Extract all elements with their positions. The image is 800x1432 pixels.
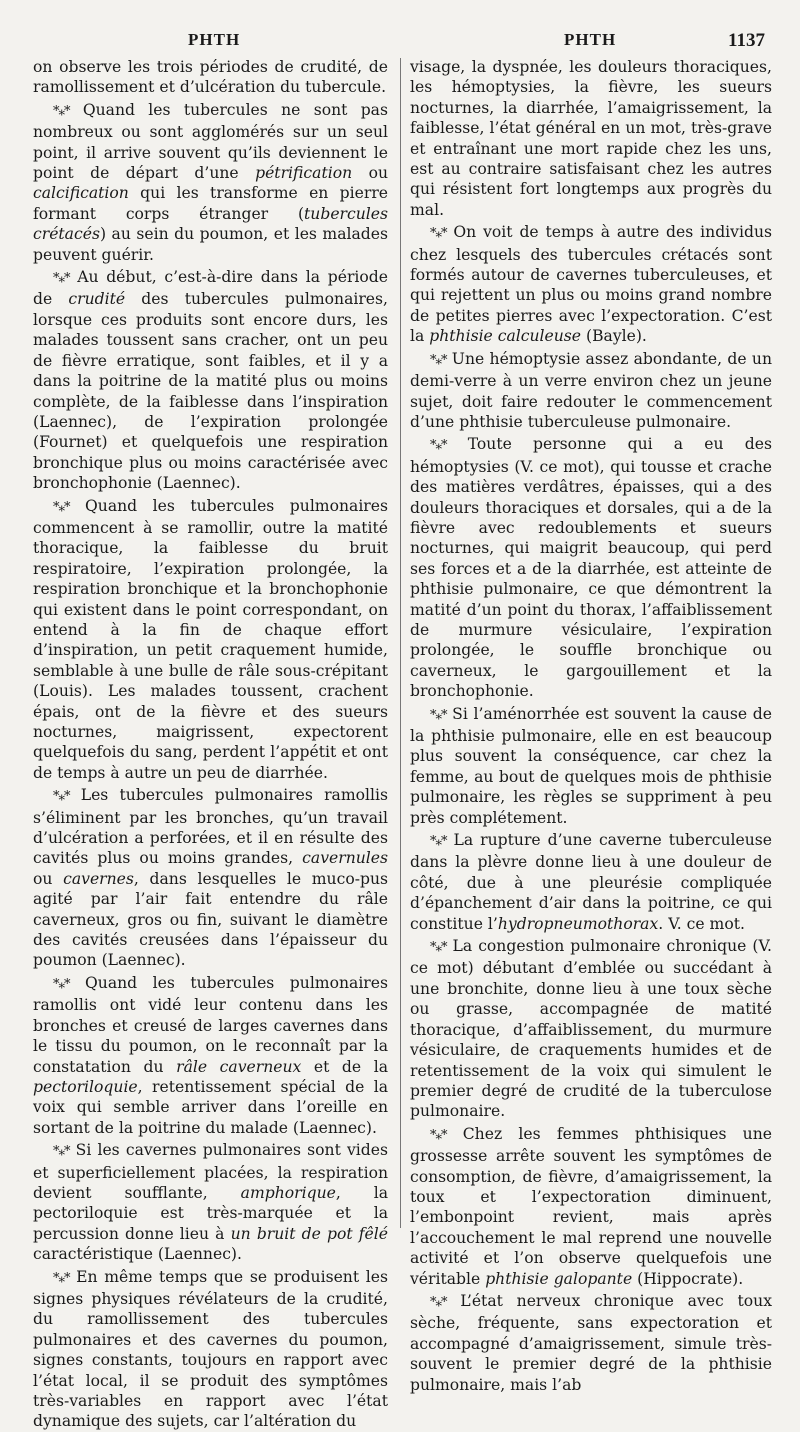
paragraph bbox=[410, 936, 772, 1122]
italic-term: hydropneumothorax bbox=[497, 914, 659, 933]
paragraph bbox=[410, 1124, 772, 1289]
asterism-mark: *⁎* bbox=[53, 271, 70, 287]
paragraph bbox=[33, 1140, 388, 1264]
asterism-mark: *⁎* bbox=[53, 789, 70, 805]
paragraph bbox=[33, 785, 388, 971]
italic-term: râle caverneux bbox=[176, 1057, 302, 1076]
text-run: (Hippocrate). bbox=[632, 1269, 744, 1288]
paragraph bbox=[33, 267, 388, 493]
text-run: et de la bbox=[301, 1057, 388, 1076]
asterism-mark: *⁎* bbox=[53, 976, 70, 992]
paragraph bbox=[33, 496, 388, 784]
asterism-mark: *⁎* bbox=[430, 438, 447, 454]
paragraph bbox=[33, 100, 388, 265]
italic-term: cavernules bbox=[302, 849, 388, 868]
asterism-mark: *⁎* bbox=[53, 1270, 70, 1286]
text-run: des tubercules pulmonaires, lorsque ces produits sont encore durs, les malades toussent sans cracher, ont un peu de fièvre erratique, sont faibles, et il y a dans la poitrine de la matité plus ou moins complète, de la faiblesse dans l’inspiration (Laennec), de l’expiration prolongée (Fournet) et quelquefois une respiration bronchique plus ou moins caractérisée avec bronchophonie (Laennec). bbox=[33, 290, 388, 493]
text-run: qui les transforme en pierre formant corps étranger ( bbox=[33, 184, 388, 223]
text-run: , retentissement spécial de la voix qui semble arriver dans l’oreille en sortant de la poitrine du malade (Laennec). bbox=[33, 1077, 388, 1137]
paragraph bbox=[410, 1291, 772, 1395]
text-run: Les tubercules pulmonaires ramollis s’éliminent par les bronches, qu’un travail d’ulcération a perforées, et il en résulte des cavités plus ou moins grandes, bbox=[33, 786, 388, 868]
text-run: On voit de temps à autre des individus chez lesquels des tubercules crétacés sont formés autour de cavernes tuberculeuses, et qui rejettent un plus ou moins grand nombre de petites pierres avec l’expectoration. C’est la bbox=[410, 223, 772, 346]
asterism-mark: *⁎* bbox=[53, 1144, 70, 1160]
paragraph bbox=[410, 349, 772, 433]
asterism-mark: *⁎* bbox=[430, 940, 447, 956]
text-run: Chez les femmes phthisiques une grossesse arrête souvent les symptômes de consomption, de fièvre, d’amaigrissement, la toux et l’expectoration diminuent, l’embonpoint revient, mais après l’accouchement le mal reprend une nouvelle activité et l’on observe quelquefois une véritable bbox=[410, 1124, 772, 1288]
text-run: Quand les tubercules pulmonaires commencent à se ramollir, outre la matité thoracique, la faiblesse du bruit respiratoire, l’expiration prolongée, la respiration bronchique et la bronchophonie qui existent dans le point correspondant, on entend à la fin de chaque effort d’inspiration, un petit craquement humide, semblable à une bulle de râle sous-crépitant (Louis). Les malades toussent, crachent épais, ont de la fièvre et des sueurs nocturnes, maigrissent, expectorent quelquefois du sang, perdent l’appétit et ont de temps à autre un peu de diarrhée. bbox=[33, 496, 388, 782]
asterism-mark: *⁎* bbox=[430, 1127, 447, 1143]
asterism-mark: *⁎* bbox=[430, 226, 447, 242]
text-run: ) au sein du poumon, et les malades peuvent guérir. bbox=[33, 225, 388, 264]
text-run: . V. ce mot. bbox=[658, 914, 745, 933]
text-run: on observe les trois périodes de crudité, de ramollissement et d’ulcération du tubercule. bbox=[33, 58, 388, 97]
text-run: ou bbox=[352, 164, 389, 183]
text-run: , dans lesquelles le muco-pus agité par l’air fait entendre du râle caverneux, gros ou fin, suivant le diamètre des cavités creusées dans l’épaisseur du poumon (Laennec). bbox=[33, 869, 389, 970]
asterism-mark: *⁎* bbox=[53, 103, 70, 119]
text-run: caractéristique (Laennec). bbox=[33, 1245, 242, 1264]
asterism-mark: *⁎* bbox=[430, 352, 447, 368]
page-number: 1137 bbox=[728, 30, 765, 51]
text-run: visage, la dyspnée, les douleurs thoraciques, les hémoptysies, la fièvre, les sueurs nocturnes, la diarrhée, l’amaigrissement, la faiblesse, l’état général en un mot, très-grave et entraînant une mort rapide chez les uns, est au contraire satisfaisant chez les autres qui résistent fort longtemps aux progrès du mal. bbox=[410, 58, 772, 219]
paragraph bbox=[410, 704, 772, 828]
italic-term: phthisie galopante bbox=[485, 1269, 633, 1288]
running-header bbox=[0, 30, 800, 52]
header-left-keyword: PHTH bbox=[188, 30, 241, 49]
text-run: ou bbox=[33, 869, 64, 888]
text-run: Si l’aménorrhée est souvent la cause de la phthisie pulmonaire, elle en est beaucoup plus souvent la conséquence, car chez la femme, au bout de quelques mois de phthisie pulmonaire, les règles se suppriment à peu près complétement. bbox=[410, 704, 772, 827]
asterism-mark: *⁎* bbox=[53, 499, 70, 515]
text-run: Toute personne qui a eu des hémoptysies (V. ce mot), qui tousse et crache des matières verdâtres, épaisses, qui a des douleurs thoraciques et dorsales, qui a de la fièvre avec redoublements et sueurs nocturnes, qui maigrit beaucoup, qui perd ses forces et a de la diarrhée, est atteinte de phthisie pulmonaire, ce que démontrent la matité d’un point du thorax, l’affaiblissement de murmure vésiculaire, l’expiration prolongée, le souffle bronchique ou caverneux, le gargouillement et la bronchophonie. bbox=[410, 435, 772, 701]
text-run: Une hémoptysie assez abondante, de un demi-verre à un verre environ chez un jeune sujet, doit faire redouter le commencement d’une phthisie tuberculeuse pulmonaire. bbox=[410, 349, 772, 431]
italic-term: cavernes bbox=[63, 869, 134, 888]
italic-term: un bruit de pot fêlé bbox=[230, 1224, 388, 1243]
right-column bbox=[410, 57, 772, 1395]
asterism-mark: *⁎* bbox=[430, 1294, 447, 1310]
paragraph bbox=[33, 57, 388, 98]
text-run: Quand les tubercules pulmonaires ramollis ont vidé leur contenu dans les bronches et creusé de larges cavernes dans le tissu du poumon, on le reconnaît par la constatation du bbox=[33, 973, 388, 1076]
column-divider bbox=[400, 58, 401, 1228]
italic-term: phthisie calculeuse bbox=[429, 327, 582, 346]
header-right-keyword: PHTH bbox=[564, 30, 617, 49]
italic-term: pétrification bbox=[255, 164, 353, 183]
paragraph bbox=[33, 973, 388, 1138]
italic-term: crudité bbox=[68, 290, 126, 309]
text-run: Quand les tubercules ne sont pas nombreux ou sont agglomérés sur un seul point, il arrive souvent qu’ils deviennent le point de départ d’une bbox=[33, 100, 388, 183]
text-run: , la pectoriloquie est très-marquée et la percussion donne lieu à bbox=[33, 1183, 389, 1243]
italic-term: calcification bbox=[33, 184, 129, 203]
paragraph bbox=[410, 222, 772, 346]
text-run: La rupture d’une caverne tuberculeuse dans la plèvre donne lieu à une douleur de côté, due à une pleurésie compliquée d’épanchement d’air dans la poitrine, ce qui constitue l’ bbox=[410, 831, 772, 933]
italic-term: pectoriloquie bbox=[33, 1077, 138, 1096]
asterism-mark: *⁎* bbox=[430, 707, 447, 723]
text-run: Au début, c’est-à-dire dans la période de bbox=[33, 268, 388, 309]
asterism-mark: *⁎* bbox=[430, 834, 447, 850]
paragraph bbox=[410, 57, 772, 220]
text-run: La congestion pulmonaire chronique (V. ce mot) débutant d’emblée ou succédant à une bronchite, donne lieu à une toux sèche ou grasse, accompagnée de matité thoracique, d’affaiblissement, du murmure vésiculaire, de craquements humides et de retentissement de la voix qui simulent le premier degré de crudité de la tuberculose pulmonaire. bbox=[410, 937, 772, 1121]
text-run: (Bayle). bbox=[581, 327, 647, 346]
paragraph bbox=[33, 1267, 388, 1432]
text-run: L’état nerveux chronique avec toux sèche, fréquente, sans expectoration et accompagné d’amaigrissement, simule très-souvent le premier degré de la phthisie pulmonaire, mais l’ab bbox=[410, 1291, 772, 1394]
italic-term: tubercules crétacés bbox=[33, 204, 388, 244]
text-run: Si les cavernes pulmonaires sont vides et superficiellement placées, la respiration devient soufflante, bbox=[33, 1141, 388, 1202]
paragraph bbox=[410, 830, 772, 934]
italic-term: amphorique bbox=[240, 1183, 336, 1202]
left-column bbox=[33, 57, 388, 1432]
paragraph bbox=[410, 434, 772, 701]
text-run: En même temps que se produisent les signes physiques révélateurs de la crudité, du ramollissement des tubercules pulmonaires et des cavernes du poumon, signes constants, toujours en rapport avec l’état local, il se produit des symptômes très-variables en rapport avec l’état dynamique des sujets, car l’altération du bbox=[33, 1267, 388, 1431]
